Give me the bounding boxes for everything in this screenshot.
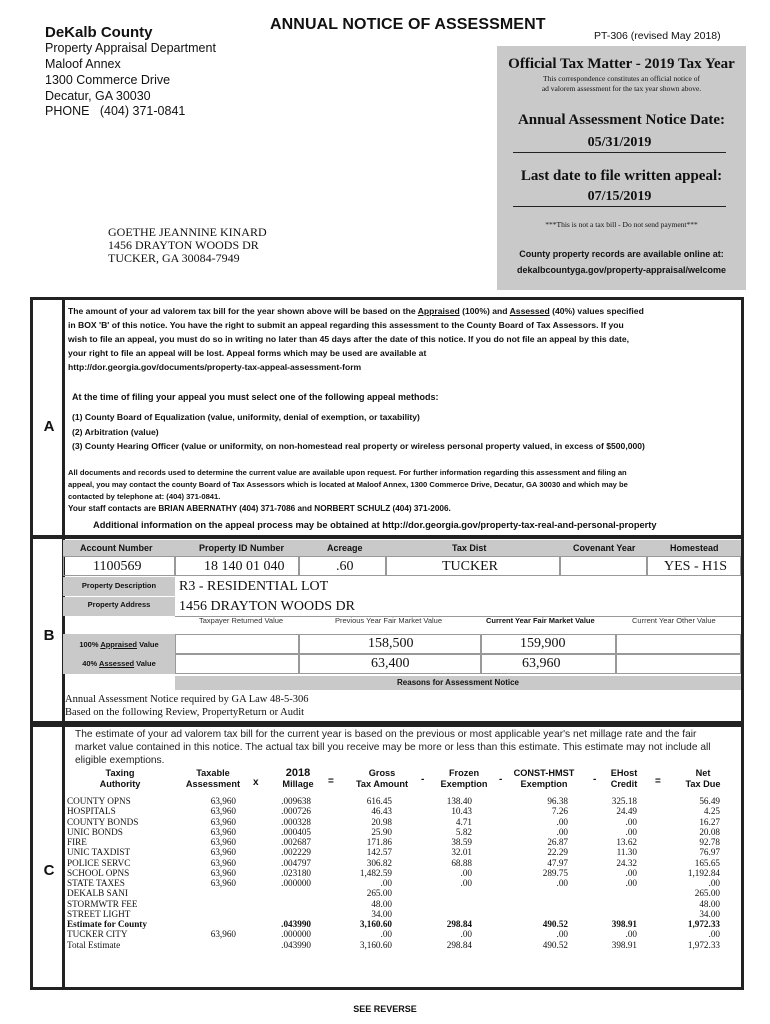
- ehost-cell: .00: [625, 816, 637, 827]
- const-cell: .00: [556, 826, 568, 837]
- frozen-cell: 38.59: [451, 837, 472, 847]
- ehost-credit-header: EHost Credit: [610, 768, 638, 789]
- gross-cell: 34.00: [371, 908, 392, 919]
- not-a-bill-note: ***This is not a tax bill - Do not send payment***: [545, 220, 698, 229]
- taxing-authority: SCHOOL OPNS: [67, 867, 130, 878]
- street-line: 1300 Commerce Drive: [45, 73, 171, 87]
- ehost-cell: 24.32: [616, 857, 637, 868]
- frozen-cell: 138.40: [446, 796, 472, 806]
- tax-row: [0, 806, 770, 816]
- gross-cell: 1,482.59: [359, 867, 392, 878]
- documents-line-3: contacted by telephone at: (404) 371-0841.: [68, 492, 221, 501]
- appraised-previous-value: 158,500: [368, 636, 414, 651]
- previous-year-header: Previous Year Fair Market Value: [335, 616, 442, 625]
- millage-cell: .000000: [281, 878, 311, 888]
- gross-cell: 142.57: [366, 847, 392, 858]
- frozen-cell: 5.82: [455, 826, 472, 837]
- notice-date-label: Annual Assessment Notice Date:: [517, 112, 726, 128]
- appeal-form-url[interactable]: http://dor.georgia.gov/documents/property-tax-appeal-assessment-form: [68, 362, 362, 372]
- assessment-cell: 63,960: [210, 796, 236, 806]
- homestead-value: YES - H1S: [664, 559, 728, 574]
- acreage-header: Acreage: [327, 543, 363, 553]
- tax-row: [0, 888, 770, 898]
- millage-cell: .009638: [281, 796, 311, 806]
- gross-cell: 616.45: [366, 796, 392, 806]
- see-reverse-note: SEE REVERSE: [353, 1004, 417, 1014]
- documents-line-1: All documents and records used to determine the current value are available upon request. For further information regarding this assessment and filing an: [68, 468, 627, 477]
- net-cell: 92.78: [699, 837, 720, 847]
- ga-law-line: Annual Assessment Notice required by GA Law 48-5-306: [65, 694, 309, 705]
- gross-tax-header: Gross Tax Amount: [355, 768, 409, 789]
- net-cell: 1,972.33: [687, 939, 720, 950]
- minus-operator-2: -: [499, 774, 503, 785]
- taxing-authority: POLICE SERVC: [67, 857, 131, 868]
- frozen-cell: .00: [460, 929, 472, 940]
- tax-row: [0, 909, 770, 919]
- tax-year-title: Official Tax Matter - 2019 Tax Year: [508, 56, 735, 72]
- tax-row: [0, 847, 770, 857]
- assessment-cell: 63,960: [210, 929, 236, 940]
- property-description-label: Property Description: [63, 577, 175, 596]
- online-records-url[interactable]: dekalbcountyga.gov/property-appraisal/welcome: [516, 265, 727, 275]
- gross-cell: 171.86: [366, 837, 392, 847]
- assessment-cell: 63,960: [210, 878, 236, 888]
- net-cell: 4.25: [703, 806, 720, 817]
- appraised-taxpayer-cell: [175, 634, 299, 654]
- document-title: ANNUAL NOTICE OF ASSESSMENT: [270, 16, 546, 33]
- gross-cell: 306.82: [366, 857, 392, 868]
- net-cell: 165.65: [694, 857, 720, 868]
- const-cell: 47.97: [547, 857, 568, 868]
- section-b-letter: B: [43, 627, 55, 644]
- net-cell: 48.00: [699, 898, 720, 909]
- owner-city: TUCKER, GA 30084-7949: [108, 251, 240, 265]
- gross-cell: 3,160.60: [359, 939, 392, 950]
- taxing-authority: COUNTY BONDS: [67, 816, 139, 827]
- millage-cell: .000726: [281, 806, 311, 817]
- frozen-cell: 298.84: [446, 939, 472, 950]
- const-hmst-header: CONST-HMST Exemption: [513, 768, 575, 789]
- property-header-bar: [63, 540, 741, 556]
- millage-header: 2018 Millage: [282, 767, 314, 789]
- frozen-cell: .00: [460, 878, 472, 888]
- covenant-year-header: Covenant Year: [573, 543, 636, 553]
- staff-contacts: Your staff contacts are BRIAN ABERNATHY (404) 371-7086 and NORBERT SCHULZ (404) 371-2006.: [68, 504, 451, 513]
- tax-dist-header: Tax Dist: [452, 543, 487, 553]
- annex-line: Maloof Annex: [45, 57, 121, 71]
- ehost-cell: .00: [625, 878, 637, 888]
- net-cell: 34.00: [699, 908, 720, 919]
- property-address-label: Property Address: [63, 597, 175, 616]
- account-number: 1100569: [93, 559, 142, 574]
- net-cell: 1,192.84: [687, 867, 720, 878]
- frozen-cell: 68.88: [451, 857, 472, 868]
- appeal-method-3: (3) County Hearing Officer (value or uniformity, on non-homestead real property or wireless personal property valued, in excess of $500,000): [72, 441, 645, 451]
- account-number-header: Account Number: [80, 543, 153, 553]
- current-other-header: Current Year Other Value: [632, 616, 716, 625]
- millage-cell: .002687: [281, 837, 311, 847]
- net-cell: 16.27: [699, 816, 720, 827]
- frozen-cell: 4.71: [455, 816, 472, 827]
- net-tax-header: Net Tax Due: [685, 768, 721, 789]
- owner-street: 1456 DRAYTON WOODS DR: [108, 238, 259, 252]
- frozen-exemption-header: Frozen Exemption: [440, 768, 488, 789]
- net-cell: 56.49: [699, 796, 720, 806]
- const-cell: 26.87: [547, 837, 568, 847]
- appraised-current-value: 159,900: [520, 636, 566, 651]
- acreage-value: .60: [336, 559, 354, 574]
- taxing-authority: DEKALB SANI: [67, 888, 128, 899]
- equals-operator-2: =: [655, 776, 661, 787]
- const-cell: 7.26: [551, 806, 568, 817]
- ehost-cell: .00: [625, 929, 637, 940]
- gross-cell: 25.90: [371, 826, 392, 837]
- millage-cell: .004797: [281, 857, 311, 868]
- taxing-authority: Total Estimate: [67, 939, 121, 950]
- assessment-cell: 63,960: [210, 816, 236, 827]
- appeal-deadline-label: Last date to file written appeal:: [520, 168, 723, 184]
- notice-subtext-2: ad valorem assessment for the tax year shown above.: [541, 84, 702, 93]
- assessment-cell: 63,960: [210, 867, 236, 878]
- covenant-year-cell: [560, 556, 647, 576]
- tax-row: [0, 929, 770, 939]
- net-cell: .00: [708, 878, 720, 888]
- assessed-taxpayer-cell: [175, 654, 299, 674]
- assessed-other-cell: [616, 654, 741, 674]
- frozen-cell: 10.43: [451, 806, 472, 817]
- ehost-cell: 11.30: [616, 847, 637, 858]
- estimate-intro-line-3: eligible exemptions.: [75, 755, 165, 766]
- frozen-cell: 298.84: [446, 919, 472, 929]
- appraised-value-label: 100% Appraised Value: [63, 634, 175, 654]
- const-cell: .00: [556, 929, 568, 940]
- taxing-authority: COUNTY OPNS: [67, 796, 131, 806]
- net-cell: 76.97: [699, 847, 720, 858]
- gross-cell: 3,160.60: [359, 919, 392, 929]
- department-line: Property Appraisal Department: [45, 41, 216, 55]
- assessment-cell: 63,960: [210, 826, 236, 837]
- taxing-authority: Estimate for County: [67, 919, 147, 929]
- ehost-cell: 24.49: [616, 806, 637, 817]
- ehost-cell: 398.91: [611, 939, 637, 950]
- assessment-cell: 63,960: [210, 806, 236, 817]
- ehost-cell: 398.91: [611, 919, 637, 929]
- estimate-intro-line-2: market value contained in this notice. The actual tax bill you receive may be more or less than this estimate. This estimate may not include all: [75, 742, 711, 753]
- reasons-header: Reasons for Assessment Notice: [175, 676, 741, 690]
- appeal-intro-line-1: The amount of your ad valorem tax bill for the year shown above will be based on the Appraised (100%) and Assessed (40%) values specified: [68, 306, 644, 316]
- const-cell: .00: [556, 878, 568, 888]
- property-id-number: 18 140 01 040: [204, 559, 285, 574]
- taxable-assessment-header: Taxable Assessment: [185, 768, 241, 789]
- assessment-cell: 63,960: [210, 837, 236, 847]
- ehost-cell: .00: [625, 867, 637, 878]
- phone-line: PHONE (404) 371-0841: [45, 104, 186, 118]
- net-cell: 20.08: [699, 826, 720, 837]
- appeal-methods-heading: At the time of filing your appeal you must select one of the following appeal methods:: [72, 392, 439, 402]
- notice-subtext-1: This correspondence constitutes an official notice of: [543, 74, 700, 83]
- minus-operator-3: -: [593, 774, 597, 785]
- tax-row: [0, 868, 770, 878]
- minus-operator-1: -: [421, 774, 425, 785]
- taxing-authority: UNIC TAXDIST: [67, 847, 131, 858]
- taxing-authority: TUCKER CITY: [67, 929, 128, 940]
- tax-row: [0, 919, 770, 929]
- millage-cell: .023180: [281, 867, 311, 878]
- official-notice-box: [497, 46, 746, 290]
- net-cell: .00: [708, 929, 720, 940]
- estimate-intro-line-1: The estimate of your ad valorem tax bill for the current year is based on the previous or most applicable year's net millage rate and the fair: [75, 729, 697, 740]
- multiply-operator: x: [253, 777, 259, 788]
- taxing-authority: STORMWTR FEE: [67, 898, 138, 909]
- tax-row: [0, 837, 770, 847]
- additional-info-line: Additional information on the appeal process may be obtained at http://dor.georgia.gov/property-tax-real-and-personal-property: [93, 520, 657, 530]
- assessment-cell: 63,960: [210, 847, 236, 858]
- tax-row: [0, 858, 770, 868]
- assessed-previous-value: 63,400: [371, 656, 410, 671]
- appeal-intro-line-2: in BOX 'B' of this notice. You have the right to submit an appeal regarding this assessment to the County Board of Tax Assessors. If you: [68, 320, 624, 330]
- millage-cell: .000328: [281, 816, 311, 827]
- homestead-header: Homestead: [670, 543, 719, 553]
- tax-row: [0, 899, 770, 909]
- documents-line-2: appeal, you may contact the county Board of Tax Assessors which is located at Maloof Annex, 1300 Commerce Drive, Decatur, GA 30030 and which may be: [68, 480, 628, 489]
- property-address: 1456 DRAYTON WOODS DR: [179, 599, 355, 614]
- owner-name: GOETHE JEANNINE KINARD: [108, 225, 267, 239]
- gross-cell: 265.00: [366, 888, 392, 899]
- gross-cell: 46.43: [371, 806, 392, 817]
- frozen-cell: .00: [460, 867, 472, 878]
- ehost-cell: .00: [625, 826, 637, 837]
- millage-cell: .043990: [281, 939, 311, 950]
- property-id-header: Property ID Number: [199, 543, 285, 553]
- taxing-authority: FIRE: [67, 837, 87, 847]
- tax-row: [0, 878, 770, 888]
- const-cell: 490.52: [542, 939, 568, 950]
- assessed-value-label: 40% Assessed Value: [63, 654, 175, 674]
- gross-cell: 48.00: [371, 898, 392, 909]
- appraised-other-cell: [616, 634, 741, 654]
- section-c-letter: C: [43, 862, 55, 879]
- appeal-intro-line-3: wish to file an appeal, you must do so in writing no later than 45 days after the date of this notice. If you do not file an appeal by this date,: [68, 334, 630, 344]
- appeal-method-2: (2) Arbitration (value): [72, 427, 159, 437]
- tax-dist-value: TUCKER: [442, 559, 498, 574]
- frozen-cell: 32.01: [451, 847, 472, 858]
- appeal-intro-line-4: your right to file an appeal will be lost. Appeal forms which may be used are available at: [68, 348, 427, 358]
- const-cell: 96.38: [547, 796, 568, 806]
- property-description: R3 - RESIDENTIAL LOT: [179, 579, 329, 594]
- millage-cell: .000000: [281, 929, 311, 940]
- taxing-authority: UNIC BONDS: [67, 826, 123, 837]
- tax-row: [0, 940, 770, 950]
- millage-cell: .002229: [281, 847, 311, 858]
- const-cell: 289.75: [542, 867, 568, 878]
- ehost-cell: 325.18: [611, 796, 637, 806]
- tax-row: [0, 796, 770, 806]
- appeal-deadline-date: 07/15/2019: [513, 189, 726, 207]
- assessment-cell: 63,960: [210, 857, 236, 868]
- taxing-authority: HOSPITALS: [67, 806, 116, 817]
- city-line: Decatur, GA 30030: [45, 89, 151, 103]
- form-id: PT-306 (revised May 2018): [594, 30, 721, 42]
- millage-cell: .000405: [281, 826, 311, 837]
- taxpayer-returned-header: Taxpayer Returned Value: [199, 616, 284, 625]
- tax-row: [0, 827, 770, 837]
- taxing-authority: STREET LIGHT: [67, 908, 131, 919]
- current-year-header: Current Year Fair Market Value: [486, 616, 595, 625]
- appeal-method-1: (1) County Board of Equalization (value, uniformity, denial of exemption, or taxability): [72, 412, 420, 422]
- net-cell: 265.00: [694, 888, 720, 899]
- ehost-cell: 13.62: [616, 837, 637, 847]
- const-cell: 490.52: [542, 919, 568, 929]
- county-name: DeKalb County: [45, 24, 153, 41]
- assessed-current-value: 63,960: [522, 656, 561, 671]
- gross-cell: 20.98: [371, 816, 392, 827]
- millage-cell: .043990: [281, 919, 311, 929]
- equals-operator: =: [328, 776, 334, 787]
- gross-cell: .00: [380, 929, 392, 940]
- const-cell: .00: [556, 816, 568, 827]
- net-cell: 1,972.33: [687, 919, 720, 929]
- taxing-authority-header: Taxing Authority: [99, 768, 141, 789]
- tax-row: [0, 817, 770, 827]
- const-cell: 22.29: [547, 847, 568, 858]
- online-records-label: County property records are available online at:: [519, 249, 724, 259]
- section-a-letter: A: [43, 418, 55, 435]
- gross-cell: .00: [380, 878, 392, 888]
- taxing-authority: STATE TAXES: [67, 878, 125, 888]
- review-basis-line: Based on the following Review, PropertyReturn or Audit: [65, 707, 305, 718]
- notice-date: 05/31/2019: [513, 135, 726, 153]
